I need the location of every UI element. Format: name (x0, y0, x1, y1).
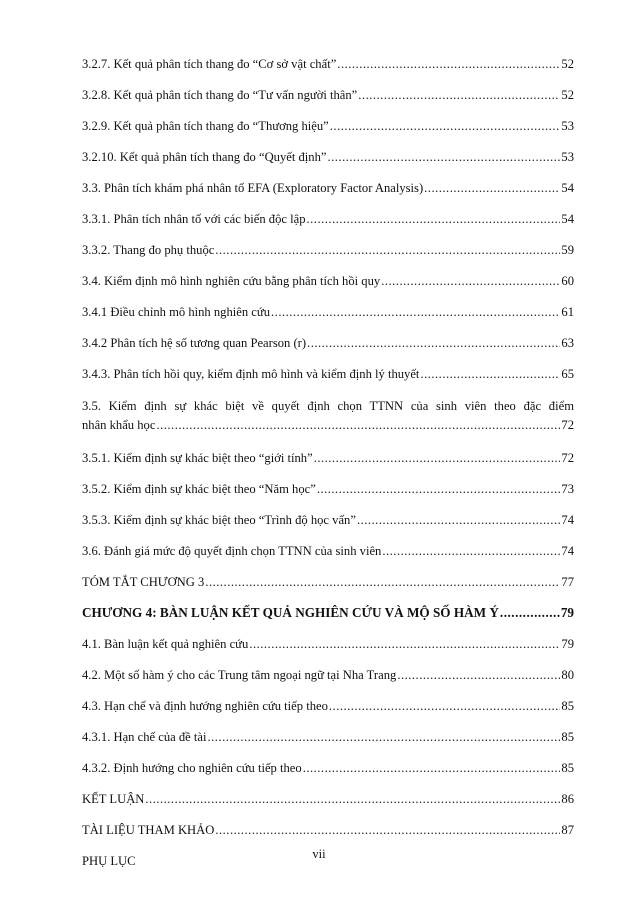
toc-entry[interactable]: 3.4.2 Phân tích hệ số tương quan Pearson (r) ..... 63 (82, 335, 574, 351)
toc-entry[interactable]: TÓM TẮT CHƯƠNG 3 ..... 77 (82, 574, 574, 590)
toc-entry-line-1: 3.5. Kiểm định sự khác biệt về quyết định chọn TTNN của sinh viên theo đặc điểm (82, 399, 574, 413)
toc-entry[interactable]: 3.2.8. Kết quả phân tích thang đo “Tư vấn người thân” ..... 52 (82, 87, 574, 103)
page-number: vii (312, 847, 326, 861)
toc-entry-line-2: nhân khẩu học ..... 72 (82, 416, 574, 435)
toc-entry[interactable]: 3.5.1. Kiểm định sự khác biệt theo “giới tính” ..... 72 (82, 450, 574, 466)
toc-entry[interactable]: TÀI LIỆU THAM KHẢO ..... 87 (82, 822, 574, 838)
toc-entry[interactable]: 3.2.7. Kết quả phân tích thang đo “Cơ sở vật chất” ..... 52 (82, 56, 574, 72)
toc-entry[interactable]: 3.6. Đánh giá mức độ quyết định chọn TTNN của sinh viên ..... 74 (82, 543, 574, 559)
toc-entry[interactable]: 3.5.2. Kiểm định sự khác biệt theo “Năm học” ..... 73 (82, 481, 574, 497)
toc-entry[interactable]: 3.5.3. Kiểm định sự khác biệt theo “Trình độ học vấn” ..... 74 (82, 512, 574, 528)
toc-entry[interactable]: 3.3.2. Thang đo phụ thuộc ..... 59 (82, 242, 574, 258)
toc-entry[interactable]: 4.3.1. Hạn chế của đề tài ..... 85 (82, 729, 574, 745)
toc-entry[interactable]: 3.4. Kiểm định mô hình nghiên cứu bằng phân tích hồi quy ..... 60 (82, 273, 574, 289)
toc-entry[interactable]: 3.2.9. Kết quả phân tích thang đo “Thương hiệu” ..... 53 (82, 118, 574, 134)
toc-entry[interactable]: 3.3.1. Phân tích nhân tố với các biến độc lập ..... 54 (82, 211, 574, 227)
toc-entry[interactable]: 3.2.10. Kết quả phân tích thang đo “Quyết định” ..... 53 (82, 149, 574, 165)
toc-chapter-heading[interactable]: CHƯƠNG 4: BÀN LUẬN KẾT QUẢ NGHIÊN CỨU VÀ MỘ SỐ HÀM Ý ..... 79 (82, 605, 574, 621)
toc-entry[interactable]: 4.3. Hạn chế và định hướng nghiên cứu tiếp theo ..... 85 (82, 698, 574, 714)
toc-entry-appendix[interactable]: PHỤ LỤC (82, 854, 136, 868)
toc-entry[interactable]: 3.4.1 Điều chỉnh mô hình nghiên cứu ..... 61 (82, 304, 574, 320)
toc-entry[interactable]: 4.2. Một số hàm ý cho các Trung tâm ngoại ngữ tại Nha Trang ..... 80 (82, 667, 574, 683)
toc-entry[interactable]: KẾT LUẬN ..... 86 (82, 791, 574, 807)
toc-entry[interactable]: 3.3. Phân tích khám phá nhân tố EFA (Exploratory Factor Analysis) ..... 54 (82, 180, 574, 196)
toc-entry-wrapped[interactable] (82, 397, 574, 435)
table-of-contents (82, 56, 574, 884)
toc-entry[interactable]: 3.4.3. Phân tích hồi quy, kiểm định mô hình và kiểm định lý thuyết ..... 65 (82, 366, 574, 382)
toc-entry[interactable]: 4.3.2. Định hướng cho nghiên cứu tiếp theo ..... 85 (82, 760, 574, 776)
toc-entry[interactable]: 4.1. Bàn luận kết quả nghiên cứu ..... 79 (82, 636, 574, 652)
